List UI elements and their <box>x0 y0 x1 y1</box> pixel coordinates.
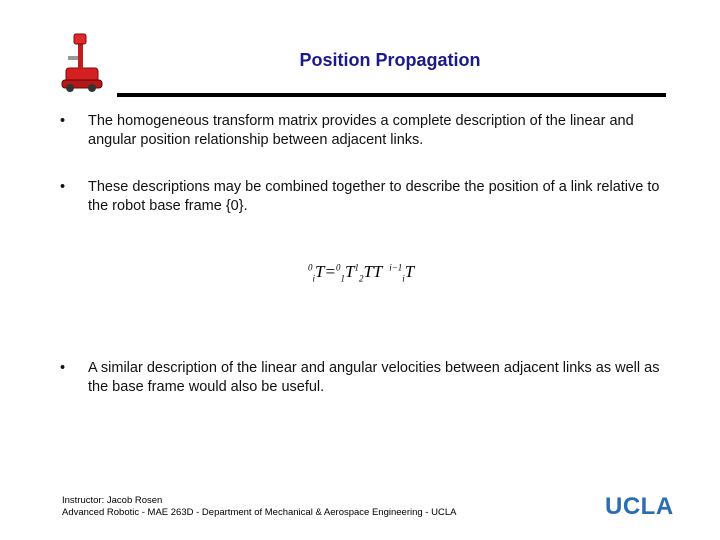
eq-tn-sub: i <box>402 273 405 284</box>
eq-t2-symbol: T <box>363 262 373 281</box>
footer <box>62 495 456 519</box>
slide-title: Position Propagation <box>299 50 481 70</box>
eq-t1-symbol: T <box>344 262 355 281</box>
eq-lhs-super: 0 <box>308 262 313 273</box>
eq-equals: = <box>324 262 336 281</box>
eq-lhs-sub: i <box>312 273 316 284</box>
eq-ellipsis: T <box>372 262 383 281</box>
bullet-symbol: • <box>60 113 66 129</box>
eq-t1-sub: 1 <box>340 273 345 284</box>
eq-tn-symbol: T <box>404 262 415 281</box>
bullet-symbol: • <box>60 360 66 376</box>
bullet-text: These descriptions may be combined together to describe the position of a link relative to the robot base frame {0}. <box>88 179 660 214</box>
footer-course: Advanced Robotic - MAE 263D - Department of Mechanical & Aerospace Engineering - UCLA <box>62 507 457 518</box>
eq-tn-super: i−1 <box>389 262 403 273</box>
bullet-text: A similar description of the linear and angular velocities between adjacent links as well as the base frame would also be useful. <box>88 360 660 395</box>
footer-instructor: Instructor: Jacob Rosen <box>62 495 163 506</box>
ucla-logo: UCLA <box>605 493 674 520</box>
eq-t2-sub: 2 <box>358 273 364 284</box>
transform-equation <box>308 262 448 296</box>
title-divider <box>117 93 666 97</box>
eq-t1-super: 0 <box>335 262 341 273</box>
bullet-symbol: • <box>60 179 66 195</box>
eq-t2-super: 1 <box>354 262 359 273</box>
eq-lhs-symbol: T <box>315 262 325 281</box>
bullet-text: The homogeneous transform matrix provides a complete description of the linear and angular position relationship between adjacent links. <box>88 113 634 148</box>
robot-icon <box>58 28 104 96</box>
